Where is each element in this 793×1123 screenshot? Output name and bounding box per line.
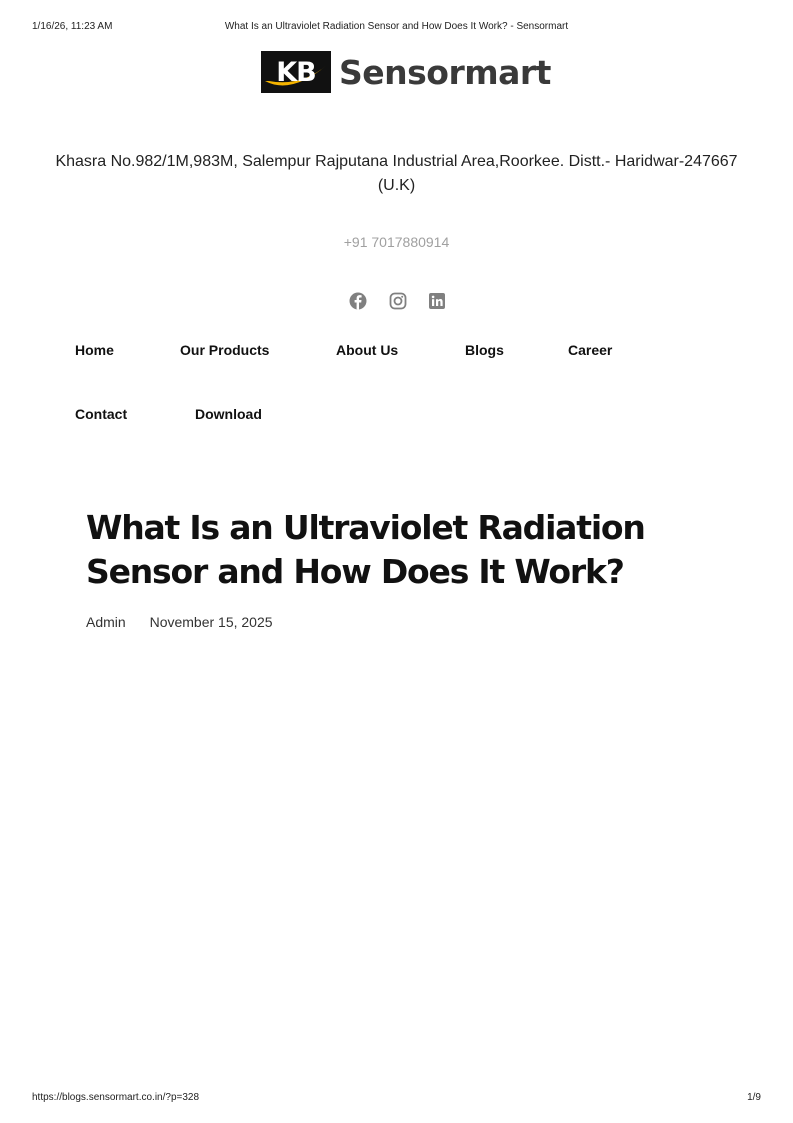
company-address: Khasra No.982/1M,983M, Salempur Rajputana Industrial Area,Roorkee. Distt.- Haridwar-247667 (U.K)	[55, 153, 738, 194]
linkedin-icon[interactable]	[428, 292, 446, 310]
phone-number[interactable]: +91 7017880914	[343, 234, 450, 250]
nav-career[interactable]: Career	[568, 342, 613, 358]
site-logo[interactable]	[261, 51, 551, 93]
logo-mark-text: KB	[276, 56, 316, 88]
print-footer	[0, 1092, 793, 1106]
print-datetime: 1/16/26, 11:23 AM	[32, 21, 113, 32]
post-meta	[86, 614, 293, 630]
logo-brand-text: Sensormart	[339, 52, 551, 92]
print-url: https://blogs.sensormart.co.in/?p=328	[32, 1092, 200, 1103]
print-page-number: 1/9	[747, 1092, 761, 1103]
print-doc-title: What Is an Ultraviolet Radiation Sensor and How Does It Work? - Sensormart	[224, 21, 569, 32]
nav-blogs[interactable]: Blogs	[465, 342, 504, 358]
nav-our-products[interactable]: Our Products	[180, 342, 270, 358]
nav-contact[interactable]: Contact	[75, 406, 128, 422]
nav-home[interactable]: Home	[75, 342, 114, 358]
nav-download[interactable]: Download	[195, 406, 262, 422]
logo-mark	[261, 51, 331, 93]
facebook-icon[interactable]	[349, 292, 367, 310]
print-header	[0, 21, 793, 35]
instagram-icon[interactable]	[389, 292, 407, 310]
post-date: November 15, 2025	[149, 614, 273, 630]
nav-about-us[interactable]: About Us	[336, 342, 399, 358]
post-author[interactable]: Admin	[86, 614, 126, 630]
social-links	[348, 292, 448, 312]
post-title: What Is an Ultraviolet Radiation Sensor and How Does It Work?	[86, 508, 645, 591]
